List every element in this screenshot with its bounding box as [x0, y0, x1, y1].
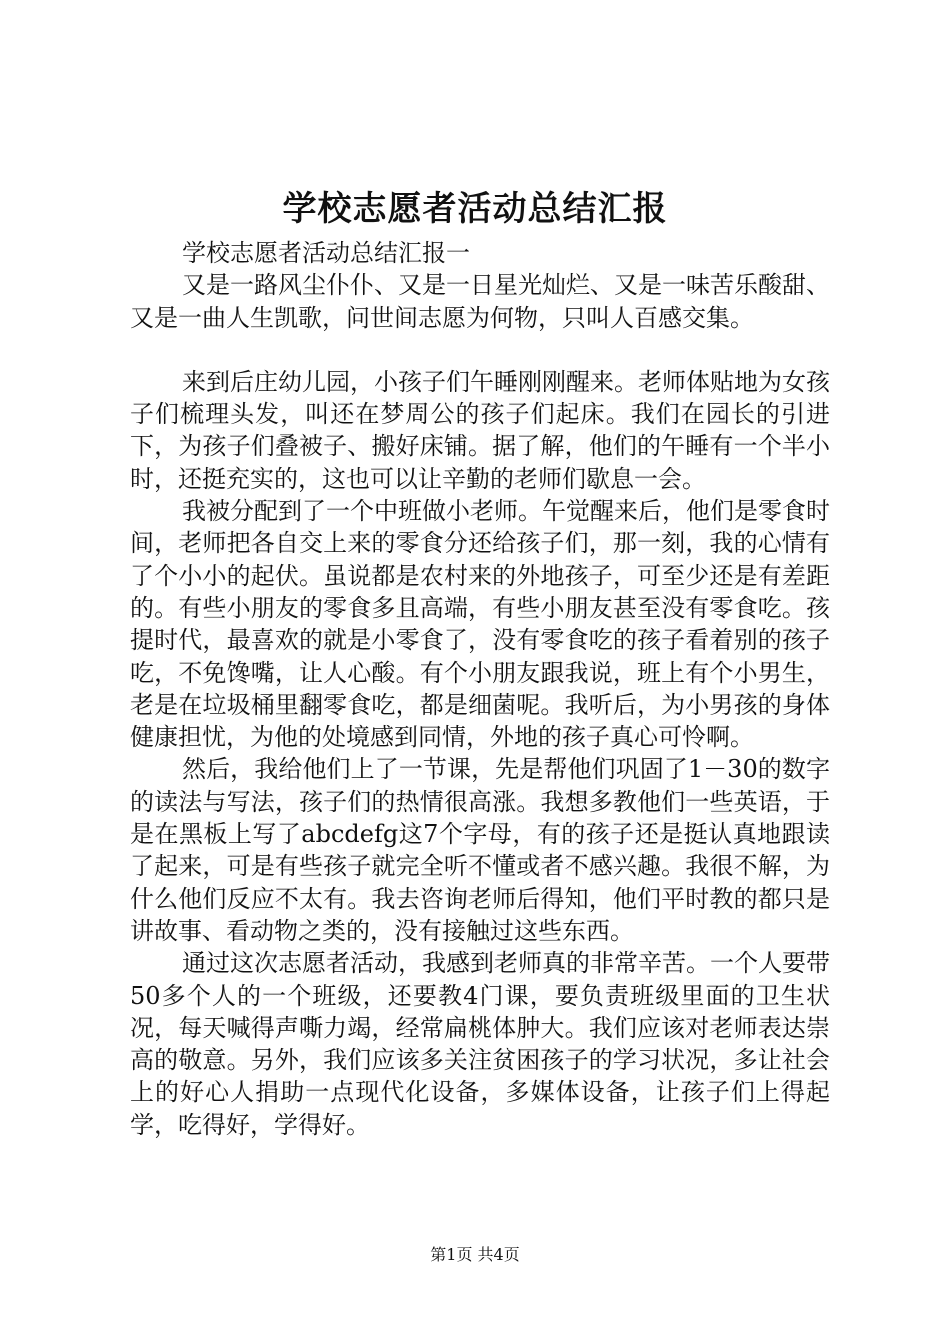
paragraph-lesson: 然后，我给他们上了一节课，先是帮他们巩固了1－30的数字的读法与写法，孩子们的热情很高涨。我想多教他们一些英语，于是在黑板上写了abcdefg这7个字母，有的孩子还是挺认真地跟读了起来，可是有些孩子就完全听不懂或者不感兴趣。我很不解，为什么他们反应不太有。我去咨询老师后得知，他们平时教的都只是讲故事、看动物之类的，没有接触过这些东西。 — [130, 755, 830, 945]
paragraph-snack-time: 我被分配到了一个中班做小老师。午觉醒来后，他们是零食时间，老师把各自交上来的零食分还给孩子们，那一刻，我的心情有了个小小的起伏。虽说都是农村来的外地孩子，可至少还是有差距的。有些小朋友的零食多且高端，有些小朋友甚至没有零食吃。孩提时代，最喜欢的就是小零食了，没有零食吃的孩子看着别的孩子吃，不免馋嘴，让人心酸。有个小朋友跟我说，班上有个小男生，老是在垃圾桶里翻零食吃，都是细菌呢。我听后，为小男孩的身体健康担忧，为他的处境感到同情，外地的孩子真心可怜啊。 — [130, 497, 830, 752]
document-title: 学校志愿者活动总结汇报 — [282, 189, 668, 229]
paragraph-intro: 又是一路风尘仆仆、又是一日星光灿烂、又是一味苦乐酸甜、又是一曲人生凯歌，问世间志愿为何物，只叫人百感交集。 — [130, 271, 830, 332]
page-footer: 第1页 共4页 — [430, 1245, 520, 1264]
document-subtitle: 学校志愿者活动总结汇报一 — [182, 239, 470, 267]
paragraph-spacer — [130, 334, 830, 366]
paragraph-conclusion: 通过这次志愿者活动，我感到老师真的非常辛苦。一个人要带50多个人的一个班级，还要教4门课，要负责班级里面的卫生状况，每天喊得声嘶力竭，经常扁桃体肿大。我们应该对老师表达崇高的敬意。另外，我们应该多关注贫困孩子的学习状况，多让社会上的好心人捐助一点现代化设备，多媒体设备，让孩子们上得起学，吃得好，学得好。 — [130, 949, 830, 1139]
document-body — [130, 237, 830, 1141]
paragraph-kindergarten-arrival: 来到后庄幼儿园，小孩子们午睡刚刚醒来。老师体贴地为女孩子们梳理头发，叫还在梦周公的孩子们起床。我们在园长的引进下，为孩子们叠被子、搬好床铺。据了解，他们的午睡有一个半小时，还挺充实的，这也可以让辛勤的老师们歇息一会。 — [130, 367, 830, 493]
